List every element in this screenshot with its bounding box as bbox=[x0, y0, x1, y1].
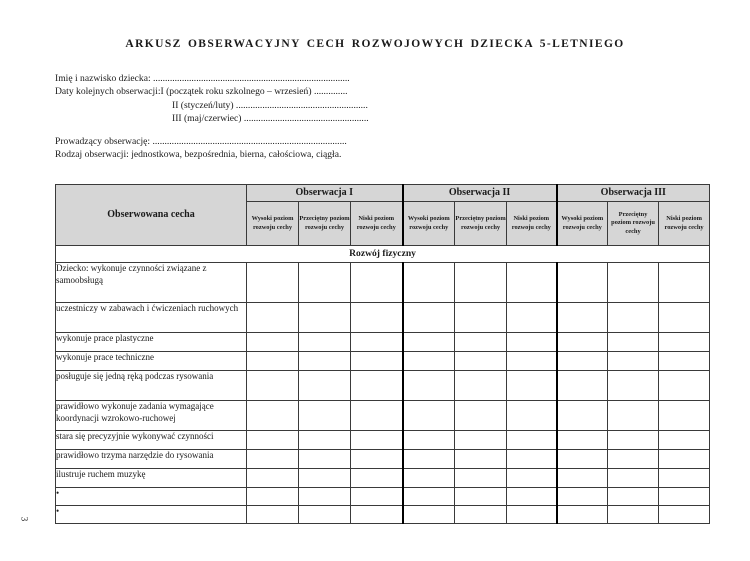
rating-cell[interactable] bbox=[403, 431, 455, 450]
rating-cell[interactable] bbox=[557, 401, 608, 431]
rating-cell[interactable] bbox=[299, 333, 351, 352]
rating-cell[interactable] bbox=[455, 263, 507, 303]
child-name-field: Imię i nazwisko dziecka: .................................................................................. bbox=[55, 73, 350, 84]
rating-cell[interactable] bbox=[608, 469, 659, 488]
rating-cell[interactable] bbox=[557, 431, 608, 450]
trait-label: Dziecko: wykonuje czynności związane z samoobsługą bbox=[56, 263, 247, 303]
rating-cell[interactable] bbox=[455, 352, 507, 371]
rating-cell[interactable] bbox=[351, 303, 403, 333]
table-row bbox=[56, 333, 710, 352]
table-row bbox=[56, 431, 710, 450]
sub-header-obs2-level-3: Niski poziom rozwoju cechy bbox=[507, 202, 557, 246]
observation-2-date-field: II (styczeń/luty) ....................................................... bbox=[172, 99, 368, 111]
rating-cell[interactable] bbox=[299, 469, 351, 488]
rating-cell[interactable] bbox=[608, 488, 659, 506]
rating-cell[interactable] bbox=[455, 303, 507, 333]
table-row bbox=[56, 450, 710, 469]
rating-cell[interactable] bbox=[557, 352, 608, 371]
rating-cell[interactable] bbox=[299, 450, 351, 469]
rating-cell[interactable] bbox=[455, 488, 507, 506]
rating-cell[interactable] bbox=[247, 352, 299, 371]
rating-cell[interactable] bbox=[247, 431, 299, 450]
sub-header-obs2-level-2: Przeciętny poziom rozwoju cechy bbox=[455, 202, 507, 246]
rating-cell[interactable] bbox=[608, 401, 659, 431]
observation-3-date-field: III (maj/czerwiec) .................................................... bbox=[172, 112, 369, 124]
trait-label: wykonuje prace techniczne bbox=[56, 352, 247, 371]
rating-cell[interactable] bbox=[659, 469, 710, 488]
rating-cell[interactable] bbox=[455, 371, 507, 401]
rating-cell[interactable] bbox=[659, 401, 710, 431]
rating-cell[interactable] bbox=[403, 401, 455, 431]
table-row bbox=[56, 352, 710, 371]
rating-cell[interactable] bbox=[351, 506, 403, 524]
rating-cell[interactable] bbox=[403, 506, 455, 524]
rating-cell[interactable] bbox=[299, 352, 351, 371]
rating-cell[interactable] bbox=[507, 469, 557, 488]
rating-cell[interactable] bbox=[608, 303, 659, 333]
rating-cell[interactable] bbox=[507, 352, 557, 371]
rating-cell[interactable] bbox=[608, 263, 659, 303]
rating-cell[interactable] bbox=[247, 488, 299, 506]
rating-cell[interactable] bbox=[608, 352, 659, 371]
page-title: ARKUSZ OBSERWACYJNY CECH ROZWOJOWYCH DZIECKA 5-LETNIEGO bbox=[125, 38, 625, 50]
table-row bbox=[56, 263, 710, 303]
table-row bbox=[56, 506, 710, 524]
group-header-observation-2: Obserwacja II bbox=[403, 185, 557, 202]
rating-cell[interactable] bbox=[557, 450, 608, 469]
rating-cell[interactable] bbox=[247, 371, 299, 401]
rating-cell[interactable] bbox=[403, 469, 455, 488]
rating-cell[interactable] bbox=[455, 431, 507, 450]
rating-cell[interactable] bbox=[455, 401, 507, 431]
rating-cell[interactable] bbox=[247, 263, 299, 303]
rating-cell[interactable] bbox=[659, 431, 710, 450]
rating-cell[interactable] bbox=[299, 506, 351, 524]
rating-cell[interactable] bbox=[403, 303, 455, 333]
table-row bbox=[56, 303, 710, 333]
observation-info bbox=[55, 72, 369, 162]
rating-cell[interactable] bbox=[507, 263, 557, 303]
rating-cell[interactable] bbox=[659, 371, 710, 401]
trait-label: posługuje się jedną ręką podczas rysowania bbox=[56, 371, 247, 401]
rating-cell[interactable] bbox=[659, 352, 710, 371]
rating-cell[interactable] bbox=[299, 431, 351, 450]
table-row bbox=[56, 401, 710, 431]
column-header-trait: Obserwowana cecha bbox=[56, 185, 247, 246]
rating-cell[interactable] bbox=[659, 333, 710, 352]
trait-label: stara się precyzyjnie wykonywać czynności bbox=[56, 431, 247, 450]
observation-dates-field: Daty kolejnych obserwacji:I (początek roku szkolnego – wrzesień) .............. bbox=[55, 86, 348, 98]
sub-header-obs3-level-3: Niski poziom rozwoju cechy bbox=[659, 202, 710, 246]
trait-label: prawidłowo trzyma narzędzie do rysowania bbox=[56, 450, 247, 469]
rating-cell[interactable] bbox=[247, 303, 299, 333]
sub-header-obs1-level-2: Przeciętny poziom rozwoju cechy bbox=[299, 202, 351, 246]
rating-cell[interactable] bbox=[455, 333, 507, 352]
sub-header-obs1-level-3: Niski poziom rozwoju cechy bbox=[351, 202, 403, 246]
rating-cell[interactable] bbox=[299, 371, 351, 401]
rating-cell[interactable] bbox=[608, 333, 659, 352]
trait-label: • bbox=[56, 488, 247, 506]
rating-cell[interactable] bbox=[351, 333, 403, 352]
rating-cell[interactable] bbox=[659, 303, 710, 333]
table-row bbox=[56, 469, 710, 488]
observation-type-text: Rodzaj obserwacji: jednostkowa, bezpośrednia, bierna, całościowa, ciągła. bbox=[55, 149, 342, 161]
rating-cell[interactable] bbox=[403, 371, 455, 401]
rating-cell[interactable] bbox=[351, 352, 403, 371]
rating-cell[interactable] bbox=[557, 488, 608, 506]
rating-cell[interactable] bbox=[351, 263, 403, 303]
rating-cell[interactable] bbox=[247, 450, 299, 469]
table-body bbox=[56, 246, 710, 524]
rating-cell[interactable] bbox=[403, 333, 455, 352]
rating-cell[interactable] bbox=[659, 450, 710, 469]
rating-cell[interactable] bbox=[247, 469, 299, 488]
rating-cell[interactable] bbox=[351, 401, 403, 431]
rating-cell[interactable] bbox=[299, 488, 351, 506]
rating-cell[interactable] bbox=[608, 431, 659, 450]
group-header-observation-3: Obserwacja III bbox=[557, 185, 710, 202]
page-number: 3 bbox=[19, 516, 30, 522]
trait-label: prawidłowo wykonuje zadania wymagające koordynacji wzrokowo-ruchowej bbox=[56, 401, 247, 431]
trait-label: ilustruje ruchem muzykę bbox=[56, 469, 247, 488]
group-header-observation-1: Obserwacja I bbox=[247, 185, 403, 202]
rating-cell[interactable] bbox=[507, 333, 557, 352]
rating-cell[interactable] bbox=[557, 303, 608, 333]
rating-cell[interactable] bbox=[455, 469, 507, 488]
rating-cell[interactable] bbox=[659, 488, 710, 506]
rating-cell[interactable] bbox=[507, 506, 557, 524]
rating-cell[interactable] bbox=[351, 371, 403, 401]
table-row bbox=[56, 371, 710, 401]
rating-cell[interactable] bbox=[659, 263, 710, 303]
sub-header-obs2-level-1: Wysoki poziom rozwoju cechy bbox=[403, 202, 455, 246]
rating-cell[interactable] bbox=[557, 333, 608, 352]
sub-header-obs1-level-1: Wysoki poziom rozwoju cechy bbox=[247, 202, 299, 246]
rating-cell[interactable] bbox=[557, 263, 608, 303]
rating-cell[interactable] bbox=[299, 303, 351, 333]
rating-cell[interactable] bbox=[247, 506, 299, 524]
rating-cell[interactable] bbox=[403, 488, 455, 506]
trait-label: wykonuje prace plastyczne bbox=[56, 333, 247, 352]
rating-cell[interactable] bbox=[403, 263, 455, 303]
rating-cell[interactable] bbox=[557, 469, 608, 488]
rating-cell[interactable] bbox=[608, 506, 659, 524]
rating-cell[interactable] bbox=[299, 401, 351, 431]
rating-cell[interactable] bbox=[455, 506, 507, 524]
rating-cell[interactable] bbox=[557, 371, 608, 401]
section-header: Rozwój fizyczny bbox=[56, 246, 710, 263]
rating-cell[interactable] bbox=[507, 303, 557, 333]
rating-cell[interactable] bbox=[403, 450, 455, 469]
rating-cell[interactable] bbox=[247, 333, 299, 352]
rating-cell[interactable] bbox=[247, 401, 299, 431]
sub-header-obs3-level-1: Wysoki poziom rozwoju cechy bbox=[557, 202, 608, 246]
rating-cell[interactable] bbox=[507, 371, 557, 401]
sub-header-obs3-level-2: Przeciętny poziom rozwoju cechy bbox=[608, 202, 659, 246]
observer-field: Prowadzący obserwację: ................................................................................. bbox=[55, 136, 347, 148]
rating-cell[interactable] bbox=[403, 352, 455, 371]
rating-cell[interactable] bbox=[608, 371, 659, 401]
rating-cell[interactable] bbox=[351, 488, 403, 506]
rating-cell[interactable] bbox=[608, 450, 659, 469]
observation-table bbox=[55, 184, 710, 524]
trait-label: uczestniczy w zabawach i ćwiczeniach ruchowych bbox=[56, 303, 247, 333]
rating-cell[interactable] bbox=[351, 469, 403, 488]
rating-cell[interactable] bbox=[507, 431, 557, 450]
rating-cell[interactable] bbox=[659, 506, 710, 524]
table-row bbox=[56, 488, 710, 506]
rating-cell[interactable] bbox=[557, 506, 608, 524]
rating-cell[interactable] bbox=[299, 263, 351, 303]
rating-cell[interactable] bbox=[507, 450, 557, 469]
rating-cell[interactable] bbox=[507, 401, 557, 431]
rating-cell[interactable] bbox=[455, 450, 507, 469]
rating-cell[interactable] bbox=[507, 488, 557, 506]
rating-cell[interactable] bbox=[351, 450, 403, 469]
rating-cell[interactable] bbox=[351, 431, 403, 450]
trait-label: • bbox=[56, 506, 247, 524]
